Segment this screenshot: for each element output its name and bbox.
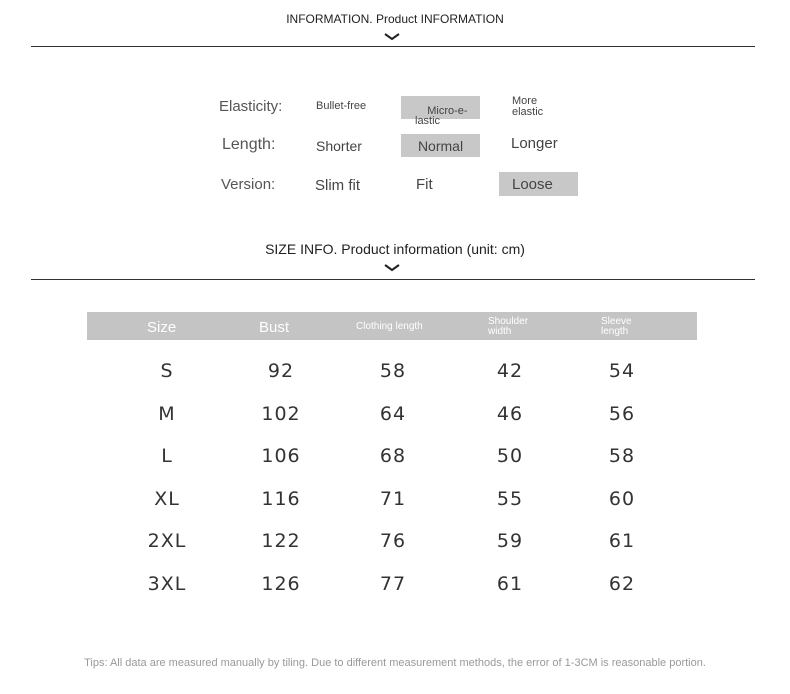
attribute-label: Version: — [221, 176, 276, 193]
option-normal-selected — [401, 134, 480, 157]
option-label: Loose — [512, 176, 553, 193]
column-header-size: Size — [147, 319, 177, 336]
option-shorter: Shorter — [316, 138, 362, 154]
cell-bust: 126 — [261, 573, 301, 595]
cell-sleeve-length: 61 — [608, 530, 636, 552]
size-table-header — [87, 312, 697, 340]
option-slim-fit: Slim fit — [315, 177, 360, 194]
cell-sleeve-length: 62 — [608, 573, 636, 595]
cell-bust: 106 — [261, 445, 301, 467]
cell-shoulder-width: 42 — [496, 360, 524, 382]
cell-shoulder-width: 46 — [496, 403, 524, 425]
cell-clothing-length: 58 — [379, 360, 407, 382]
cell-size: XL — [154, 488, 180, 510]
cell-sleeve-length: 58 — [608, 445, 636, 467]
attribute-label: Length: — [222, 136, 276, 153]
attribute-label: Elasticity: — [219, 98, 283, 115]
cell-clothing-length: 71 — [379, 488, 407, 510]
column-header-clothing-length: Clothing length — [356, 321, 423, 332]
column-header-bust: Bust — [259, 319, 290, 336]
cell-size: 2XL — [147, 530, 187, 552]
cell-size: L — [161, 445, 173, 467]
cell-size: M — [158, 403, 176, 425]
cell-shoulder-width: 59 — [496, 530, 524, 552]
option-label: Normal — [417, 138, 464, 154]
option-longer: Longer — [511, 135, 558, 152]
option-bullet-free: Bullet-free — [316, 100, 367, 112]
cell-shoulder-width: 50 — [496, 445, 524, 467]
section-divider — [31, 279, 755, 280]
cell-bust: 92 — [267, 360, 295, 382]
cell-shoulder-width: 55 — [496, 488, 524, 510]
product-information-title: INFORMATION. Product INFORMATION — [286, 12, 504, 26]
option-fit: Fit — [416, 176, 433, 193]
cell-size: S — [160, 360, 174, 382]
cell-clothing-length: 76 — [379, 530, 407, 552]
column-header-sleeve-length: Sleeve length — [601, 316, 632, 337]
cell-clothing-length: 64 — [379, 403, 407, 425]
cell-sleeve-length: 56 — [608, 403, 636, 425]
cell-bust: 102 — [261, 403, 301, 425]
column-header-shoulder-width: Shoulder width — [488, 316, 529, 337]
size-info-title: SIZE INFO. Product information (unit: cm) — [265, 241, 525, 257]
cell-size: 3XL — [147, 573, 187, 595]
cell-sleeve-length: 54 — [608, 360, 636, 382]
option-loose-selected — [499, 172, 578, 196]
cell-bust: 116 — [261, 488, 301, 510]
option-label: Micro-e- lastic — [415, 105, 468, 127]
cell-bust: 122 — [261, 530, 301, 552]
chevron-down-icon — [381, 263, 403, 273]
option-micro-elastic-selected — [401, 96, 480, 127]
cell-clothing-length: 68 — [379, 445, 407, 467]
measurement-tips: Tips: All data are measured manually by tiling. Due to different measurement methods, the error of 1-3CM is reasonable portion. — [84, 657, 706, 669]
cell-clothing-length: 77 — [379, 573, 407, 595]
option-more-elastic: More elastic — [512, 95, 544, 118]
cell-sleeve-length: 60 — [608, 488, 636, 510]
section-divider — [31, 46, 755, 47]
chevron-down-icon — [381, 32, 403, 42]
cell-shoulder-width: 61 — [496, 573, 524, 595]
